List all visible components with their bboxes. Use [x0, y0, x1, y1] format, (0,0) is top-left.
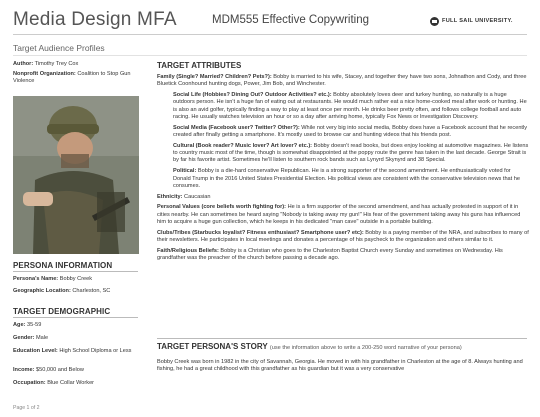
family-label: Family (Single? Married? Children? Pets?): [157, 74, 272, 80]
clubs-tribes-label: Clubs/Tribes (Starbucks loyalist? Fitness enthusiast? Smartphone user? etc): [157, 229, 364, 236]
hunter-photo-icon [13, 96, 139, 254]
persona-name-value: Bobby Creek [59, 276, 93, 282]
story-heading: TARGET PERSONA'S STORY [157, 342, 268, 351]
attr-social-media [157, 125, 529, 140]
attributes-section [157, 61, 529, 266]
cultural-label: Cultural (Book reader? Music lover? Art lover? etc.): [173, 142, 313, 149]
social-media-text: While not very big into social media, Bobby does have a Facebook account that he recently created after finally getting a smartphone. It's mostly used to browse car and hunting videos that his friends post. [173, 124, 528, 139]
age-value: 35-59 [27, 322, 42, 328]
gender-value: Male [36, 335, 49, 341]
program-title: Media Design MFA [13, 9, 177, 30]
story-hint: (use the information above to write a 200-250 word narrative of your persona) [269, 345, 462, 351]
political-label: Political: [173, 168, 197, 175]
clubs-tribes-text: Bobby is a paying member of the NRA, and subscribes to many of their newsletters. He participates in local meetings and donates a percentage of his paycheck to the organization and others similar to it. [157, 229, 529, 244]
header-divider [13, 34, 527, 35]
income-label: Income: [13, 367, 35, 373]
attr-personal-values [157, 204, 529, 226]
document-subtitle: Target Audience Profiles [13, 43, 105, 53]
age-label: Age: [13, 322, 26, 328]
attributes-heading: TARGET ATTRIBUTES [157, 61, 242, 70]
author-line [13, 61, 138, 68]
persona-divider [13, 271, 138, 272]
education-value: High School Diploma or Less [59, 348, 132, 354]
author-label: Author: [13, 61, 34, 67]
story-divider [157, 338, 527, 339]
persona-heading: PERSONA INFORMATION [13, 261, 113, 270]
social-life-text: Bobby absolutely loves deer and turkey hunting, so naturally is a huge outdoors person. He isn't a huge fan of eating out at restaurants. He would much rather eat a nice home-cooked meal after work or hunting. He is also an avid golfer, typically finding a way to play at least once per month. He drinks beer pretty often, and follows college football and auto racing. He usually watches television an hour or so a day after arriving home, typically Fox News or Investigation Discovery. [173, 92, 527, 120]
subtitle-divider [13, 55, 527, 56]
attr-cultural [157, 143, 529, 165]
full-sail-logo-icon [430, 17, 439, 26]
income-value: $50,000 and Below [36, 367, 84, 373]
family-text: Bobby is married to his wife, Stacey, and together they have two sons, Johnathon and Cody, and three Bluetick Coonhound hunting dogs, Power, Jim Bob, and Winchester. [157, 74, 527, 88]
persona-name-line [13, 276, 92, 283]
meta-block [13, 61, 138, 89]
attr-political [157, 168, 529, 190]
location-value: Charleston, SC [72, 288, 111, 294]
attr-clubs-tribes [157, 230, 529, 245]
story-body: Bobby Creek was born in 1982 in the city of Savannah, Georgia. He moved in with his grandfather in Charleston at the age of 8. Always hunting and fishing, he had a great childhood with this grandfather as his guardian but it was a very conservative [157, 359, 523, 373]
social-life-label: Social Life (Hobbies? Dining Out? Outdoor Activities? etc.): [173, 92, 332, 99]
organization-line [13, 71, 138, 85]
author-value: Timothy Trey Cox [34, 61, 79, 67]
personal-values-label: Personal Values (core beliefs worth fighting for): [157, 204, 286, 211]
income-line [13, 367, 84, 374]
persona-name-label: Persona's Name: [13, 276, 59, 282]
university-logo [430, 15, 513, 27]
attr-ethnicity [157, 194, 529, 201]
attr-social-life [157, 92, 529, 121]
organization-value: Coalition to Stop Gun Violence [13, 71, 131, 85]
faith-label: Faith/Religious Beliefs: [157, 247, 219, 254]
location-line [13, 288, 110, 295]
cultural-text: Bobby doesn't read books, but does enjoy looking at automotive magazines. He listens to country music most of the time, though is somewhat disappointed at the poppy route the genre has taken in the last decade. George Strait is by far his favorite artist. Sometimes he'll listen to southern rock bands such as Lynyrd Skynyrd and 38 Special. [173, 142, 529, 164]
occupation-value: Blue Collar Worker [47, 380, 95, 386]
location-label: Geographic Location: [13, 288, 71, 294]
occupation-label: Occupation: [13, 380, 46, 386]
page-header [0, 0, 540, 36]
course-title: MDM555 Effective Copywriting [212, 14, 370, 26]
social-media-label: Social Media (Facebook user? Twitter? Other?): [173, 124, 300, 131]
education-line [13, 348, 138, 355]
ethnicity-label: Ethnicity: [157, 193, 183, 200]
gender-label: Gender: [13, 335, 35, 341]
attr-family [157, 74, 529, 89]
political-text: Bobby is a die-hard conservative Republican. He is a strong supporter of the second amendment. He enthusiastically voted for Donald Trump in the 2016 United States Presidential Election. His political views are consistent with the conservative television news that he consumes. [173, 168, 520, 189]
ethnicity-text: Caucasian [184, 193, 211, 200]
faith-text: Bobby is a Christian who goes to the Charleston Baptist Church every Sunday and sometimes on Wednesday. His grandfather was the preacher of the church before passing a decade ago. [157, 247, 503, 262]
demographic-divider [13, 317, 138, 318]
persona-photo [13, 96, 139, 254]
occupation-line [13, 380, 94, 387]
logo-text: FULL SAIL UNIVERSITY. [442, 18, 513, 24]
personal-values-text: He is a firm supporter of the second amendment, and has actually protested in support of it in cities nearby. He can sometimes be heard saying "Nobody is taking away my gun!" His fear of the government taking away his guns has influenced him to acquire a huge gun collection, which he keeps in his dedicated "man cave" outside in a portable building. [157, 204, 521, 226]
story-heading-line [157, 342, 529, 351]
organization-label: Nonprofit Organization: [13, 71, 76, 78]
demographic-heading: TARGET DEMOGRAPHIC [13, 307, 111, 316]
age-line [13, 322, 41, 329]
gender-line [13, 335, 48, 342]
education-label: Education Level: [13, 348, 58, 354]
page-number: Page 1 of 2 [13, 405, 40, 411]
attr-faith [157, 248, 529, 263]
